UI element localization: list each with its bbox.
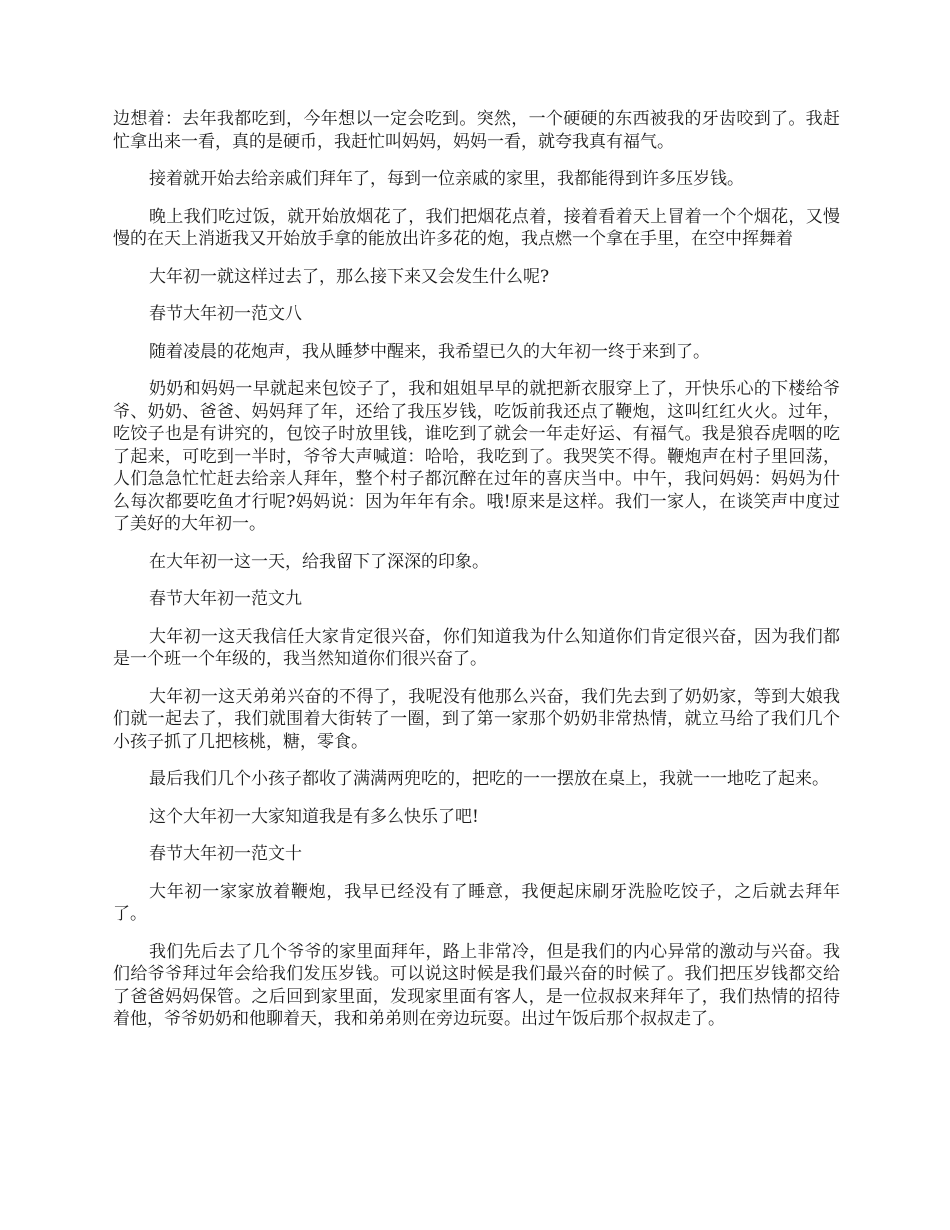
paragraph-continuation: 边想着：去年我都吃到，今年想以一定会吃到。突然，一个硬硬的东西被我的牙齿咬到了。我赶忙拿出来一看，真的是硬币，我赶忙叫妈妈，妈妈一看，就夸我真有福气。 bbox=[113, 109, 840, 152]
section-heading: 春节大年初一范文十 bbox=[149, 844, 302, 864]
paragraph: 在大年初一这一天，给我留下了深深的印象。 bbox=[149, 551, 489, 572]
paragraph: 大年初一家家放着鞭炮，我早已经没有了睡意，我便起床刷牙洗脸吃饺子，之后就去拜年了。 bbox=[113, 881, 840, 924]
document-page bbox=[113, 108, 840, 1046]
paragraph: 奶奶和妈妈一早就起来包饺子了，我和姐姐早早的就把新衣服穿上了，开快乐心的下楼给爷爷、奶奶、爸爸、妈妈拜了年，还给了我压岁钱，吃饭前我还点了鞭炮，这叫红红火火。过年，吃饺子也是有讲究的，包饺子时放里钱，谁吃到了就会一年走好运、有福气。我是狼吞虎咽的吃了起来，可吃到一半时，爷爷大声喊道：哈哈，我吃到了。我哭笑不得。鞭炮声在村子里回荡，人们急急忙忙赶去给亲人拜年，整个村子都沉醉在过年的喜庆当中。中午，我问妈妈：妈妈为什么每次都要吃鱼才行呢?妈妈说：因为年年有余。哦!原来是这样。我们一家人，在谈笑声中度过了美好的大年初一。 bbox=[113, 379, 840, 534]
paragraph: 大年初一这天弟弟兴奋的不得了，我呢没有他那么兴奋，我们先去到了奶奶家，等到大娘我们就一起去了，我们就围着大街转了一圈，到了第一家那个奶奶非常热情，就立马给了我们几个小孩子抓了几把核桃，糖，零食。 bbox=[113, 686, 840, 752]
paragraph: 晚上我们吃过饭，就开始放烟花了，我们把烟花点着，接着看着天上冒着一个个烟花，又慢慢的在天上消逝我又开始放手拿的能放出许多花的炮，我点燃一个拿在手里，在空中挥舞着 bbox=[113, 206, 840, 249]
paragraph: 最后我们几个小孩子都收了满满两兜吃的，把吃的一一摆放在桌上，我就一一地吃了起来。 bbox=[149, 769, 829, 789]
paragraph: 大年初一就这样过去了，那么接下来又会发生什么呢? bbox=[149, 266, 550, 287]
paragraph: 接着就开始去给亲戚们拜年了，每到一位亲戚的家里，我都能得到许多压岁钱。 bbox=[149, 169, 744, 189]
section-heading: 春节大年初一范文八 bbox=[149, 304, 302, 324]
paragraph: 大年初一这天我信任大家肯定很兴奋，你们知道我为什么知道你们肯定很兴奋，因为我们都是一个班一个年级的，我当然知道你们很兴奋了。 bbox=[113, 626, 840, 669]
paragraph: 我们先后去了几个爷爷的家里面拜年，路上非常冷，但是我们的内心异常的激动与兴奋。我们给爷爷拜过年会给我们发压岁钱。可以说这时候是我们最兴奋的时候了。我们把压岁钱都交给了爸爸妈妈保管。之后回到家里面，发现家里面有客人，是一位叔叔来拜年了，我们热情的招待着他，爷爷奶奶和他聊着天，我和弟弟则在旁边玩耍。出过午饭后那个叔叔走了。 bbox=[113, 941, 840, 1029]
paragraph: 这个大年初一大家知道我是有多么快乐了吧! bbox=[149, 806, 479, 827]
section-heading: 春节大年初一范文九 bbox=[149, 589, 302, 609]
paragraph: 随着凌晨的花炮声，我从睡梦中醒来，我希望已久的大年初一终于来到了。 bbox=[149, 341, 710, 362]
